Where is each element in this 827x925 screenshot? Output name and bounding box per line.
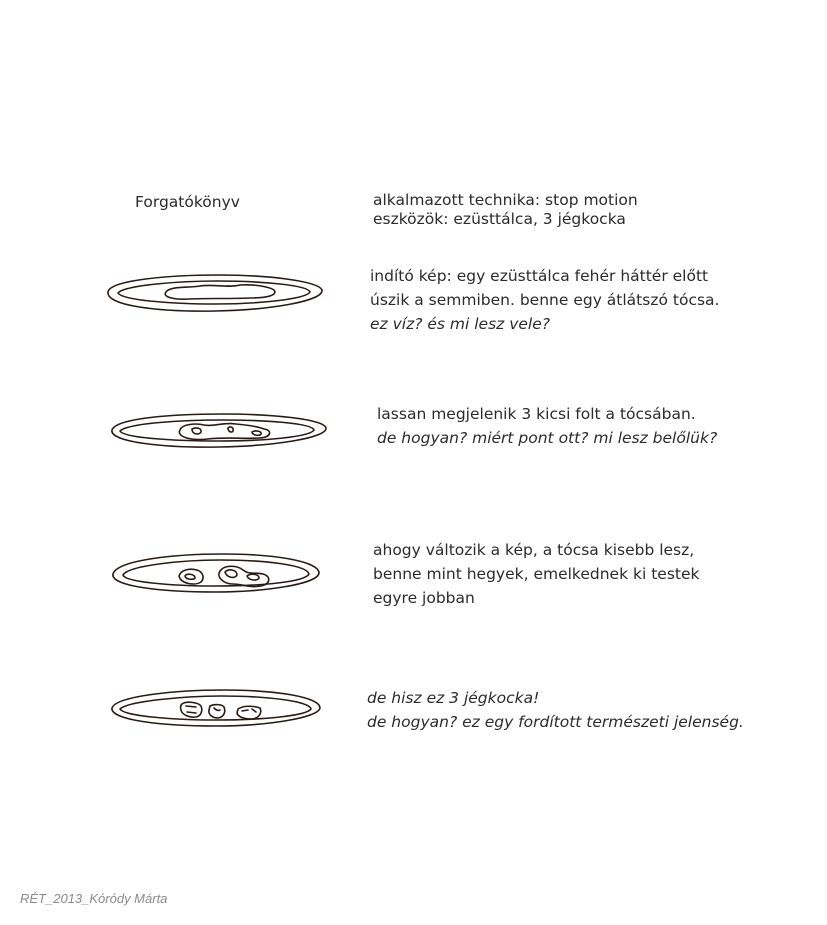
scene-3-line: ahogy változik a kép, a tócsa kisebb lesz, [373, 541, 695, 559]
scene-1-line: indító kép: egy ezüsttálca fehér háttér előtt [370, 267, 709, 285]
credit-caption: RÉT_2013_Kóródy Márta [20, 891, 168, 906]
header-block [373, 191, 638, 229]
plate-drawing-3 [105, 548, 327, 608]
scene-3-line: benne mint hegyek, emelkednek ki testek [373, 565, 700, 583]
technique-line: alkalmazott technika: stop motion [373, 191, 638, 209]
scene-2-line: lassan megjelenik 3 kicsi folt a tócsában. [377, 405, 696, 423]
page-title: Forgatókönyv [135, 193, 240, 211]
plate-drawing-1 [100, 268, 330, 328]
scene-1-question: ez víz? és mi lesz vele? [370, 315, 550, 333]
plate-drawing-4 [106, 684, 326, 740]
scene-1-line: úszik a semmiben. benne egy átlátszó tócsa. [370, 291, 720, 309]
scene-3-text [373, 538, 699, 610]
scene-4-line: de hogyan? ez egy fordított természeti jelenség. [367, 713, 744, 731]
scene-3-line: egyre jobban [373, 589, 475, 607]
plate-drawing-2 [104, 406, 334, 462]
scene-2-text [377, 402, 717, 450]
scene-4-line: de hisz ez 3 jégkocka! [367, 689, 540, 707]
tools-line: eszközök: ezüsttálca, 3 jégkocka [373, 210, 626, 228]
scene-1-text [370, 264, 719, 336]
scene-2-question: de hogyan? miért pont ott? mi lesz belőlük? [377, 429, 718, 447]
scene-4-text [367, 686, 744, 734]
